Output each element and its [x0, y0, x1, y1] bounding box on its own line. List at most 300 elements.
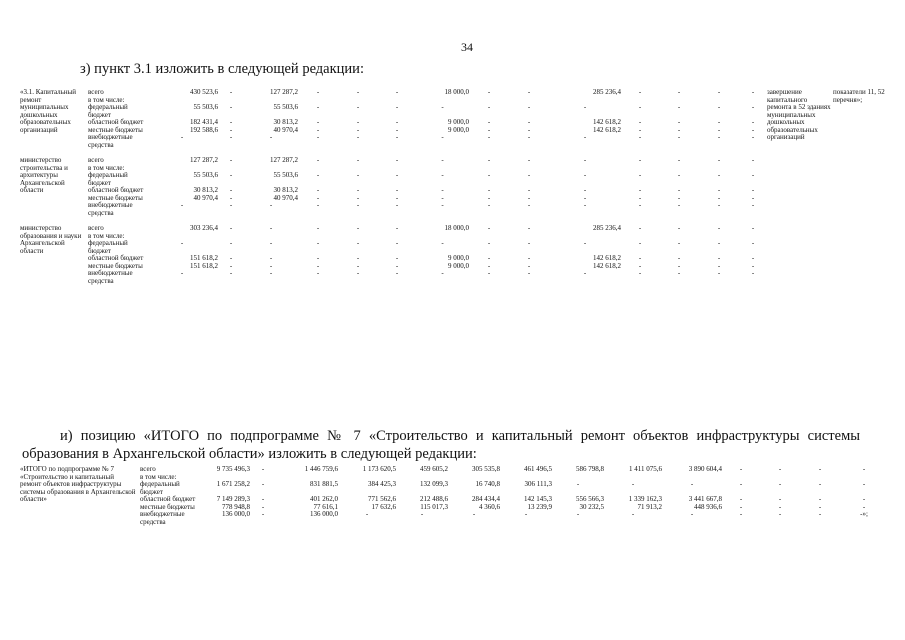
table-cell: 459 605,2 — [420, 465, 448, 473]
table-cell: 127 287,2 — [190, 156, 218, 164]
table-cell: 136 000,0 — [222, 510, 250, 518]
table-cell: - — [527, 239, 531, 247]
table-cell: - — [527, 224, 531, 232]
table-cell: - — [441, 103, 444, 111]
table-cell: - — [583, 201, 587, 209]
table-cell: - — [395, 269, 399, 277]
table-cell: - — [395, 201, 399, 209]
table-cell: - — [356, 133, 360, 141]
table-cell: - — [751, 156, 755, 164]
table-cell: - — [583, 186, 587, 194]
table-cell: 142 618,2 — [593, 118, 621, 126]
table-cell: - — [316, 261, 320, 270]
funding-source-label: федеральный бюджет — [140, 480, 180, 496]
table-cell: -»; — [860, 510, 868, 518]
table-cell: - — [472, 510, 476, 518]
table-cell: 13 239,9 — [527, 502, 552, 511]
table-cell: - — [739, 465, 743, 473]
table-cell: - — [316, 133, 320, 141]
table-cell: - — [739, 480, 743, 488]
table-row — [20, 104, 888, 119]
table-cell: 182 431,4 — [190, 118, 218, 126]
table-cell: 136 000,0 — [310, 510, 338, 518]
table-cell: - — [524, 510, 528, 518]
table-cell: - — [487, 171, 491, 179]
heading-item-z: з) пункт 3.1 изложить в следующей редакции: — [80, 61, 364, 77]
table-cell: - — [677, 156, 681, 164]
table-cell: - — [356, 224, 360, 232]
table-row — [20, 157, 888, 165]
table-cell: - — [487, 186, 491, 194]
table-cell: - — [751, 261, 755, 270]
table-cell: - — [638, 269, 642, 277]
table-cell: 285 236,4 — [593, 224, 621, 232]
table-cell: - — [638, 171, 642, 179]
table-cell: - — [356, 239, 360, 247]
table-cell: - — [778, 480, 782, 488]
table-cell: - — [677, 239, 681, 247]
table-cell: - — [717, 103, 721, 111]
indicators-reference: показатели 11, 52 перечня»; — [833, 88, 885, 104]
funding-source-label: федеральный бюджет — [88, 171, 128, 187]
table-cell: - — [487, 201, 491, 209]
table-cell: - — [229, 103, 233, 111]
table-subprogram-item-3-1 — [20, 89, 888, 285]
table-row — [20, 187, 888, 195]
table-cell: - — [229, 133, 233, 141]
table-cell: - — [365, 510, 369, 518]
table-cell: - — [717, 88, 721, 96]
row-description: «3.1. Капитальный ремонт муниципальных дошкольных образовательных организаций — [20, 88, 77, 134]
table-cell: - — [356, 103, 360, 111]
table-cell: - — [229, 201, 233, 209]
table-cell: - — [395, 133, 399, 141]
funding-source-label: местные бюджеты — [88, 125, 143, 134]
table-cell: - — [677, 186, 681, 194]
table-cell: - — [862, 495, 866, 503]
funding-source-label: федеральный бюджет — [88, 239, 128, 255]
table-cell: - — [261, 502, 265, 511]
table-cell: 55 503,6 — [273, 103, 298, 111]
table-cell: 7 149 289,3 — [216, 495, 250, 503]
table-cell: 142 145,3 — [524, 495, 552, 503]
table-cell: - — [487, 224, 491, 232]
table-cell: - — [717, 254, 721, 262]
table-cell: - — [751, 133, 755, 141]
table-cell: - — [487, 88, 491, 96]
table-cell: 77 616,1 — [313, 502, 338, 511]
table-cell: - — [316, 103, 320, 111]
table-cell: - — [638, 186, 642, 194]
table-cell: - — [751, 186, 755, 194]
table-cell: 55 503,6 — [193, 103, 218, 111]
funding-source-label: областной бюджет — [88, 186, 144, 194]
table-cell: 284 434,4 — [472, 495, 500, 503]
funding-source-label: областной бюджет — [140, 495, 196, 503]
table-cell: 9 735 496,3 — [216, 465, 250, 473]
table-cell: - — [229, 125, 233, 134]
table-cell: - — [751, 193, 755, 202]
table-cell: - — [778, 502, 782, 511]
table-cell: 151 618,2 — [190, 261, 218, 270]
table-cell: - — [441, 239, 444, 247]
row-description: «ИТОГО по подпрограмме № 7 «Строительство и капитальный ремонт объектов инфраструктуры системы образования в Архангельской области» — [20, 465, 136, 503]
table-cell: - — [717, 133, 721, 141]
table-cell: - — [441, 193, 444, 202]
table-cell: 55 503,6 — [193, 171, 218, 179]
table-cell: - — [677, 269, 681, 277]
table-cell: - — [316, 125, 320, 134]
table-cell: - — [751, 103, 755, 111]
table-row — [20, 240, 888, 255]
table-cell: 401 262,0 — [310, 495, 338, 503]
table-cell: - — [527, 171, 531, 179]
table-cell: 1 446 759,6 — [304, 465, 338, 473]
table-cell: - — [229, 261, 233, 270]
table-cell: 303 236,4 — [190, 224, 218, 232]
table-cell: - — [751, 224, 755, 232]
table-cell: - — [269, 201, 273, 209]
table-cell: 384 425,3 — [368, 480, 396, 488]
table-cell: 1 671 258,2 — [216, 480, 250, 488]
table-cell: - — [441, 156, 444, 164]
table-cell: 142 618,2 — [593, 254, 621, 262]
table-cell: - — [717, 261, 721, 270]
table-cell: - — [356, 171, 360, 179]
table-cell: - — [269, 133, 273, 141]
heading-item-i-line1: и) позицию «ИТОГО по подпрограмме № 7 «Строительство и капитальный ремонт объектов инфраструктуры системы — [60, 428, 860, 444]
table-row — [20, 270, 888, 285]
table-cell: 1 411 075,6 — [629, 465, 662, 473]
funding-source-label: в том числе: — [88, 95, 125, 104]
table-cell: - — [717, 118, 721, 126]
table-cell: - — [638, 125, 642, 134]
table-cell: - — [527, 125, 531, 134]
table-cell: 771 562,6 — [368, 495, 396, 503]
table-cell: - — [269, 261, 273, 270]
funding-source-label: внебюджетные средства — [140, 510, 185, 526]
table-cell: 831 881,5 — [310, 480, 338, 488]
table-cell: - — [638, 88, 642, 96]
table-cell: - — [527, 269, 531, 277]
table-cell: - — [229, 118, 233, 126]
table-cell: - — [420, 510, 424, 518]
table-cell: - — [261, 510, 265, 518]
funding-source-label: в том числе: — [140, 472, 177, 481]
table-cell: - — [316, 193, 320, 202]
table-cell: - — [487, 261, 491, 270]
table-cell: - — [862, 480, 866, 488]
table-cell: - — [631, 510, 635, 518]
funding-source-label: всего — [88, 156, 104, 164]
table-cell: - — [677, 133, 681, 141]
funding-source-label: местные бюджеты — [88, 261, 143, 270]
table-cell: - — [638, 118, 642, 126]
table-cell: - — [527, 254, 531, 262]
table-cell: - — [316, 156, 320, 164]
table-cell: 305 535,8 — [472, 465, 500, 473]
table-cell: - — [441, 201, 444, 209]
table-cell: 30 232,5 — [579, 502, 604, 511]
table-cell: - — [316, 186, 320, 194]
table-cell: - — [356, 269, 360, 277]
table-cell: - — [677, 171, 681, 179]
table-cell: 30 813,2 — [193, 186, 218, 194]
table-cell: - — [316, 254, 320, 262]
table-cell: - — [316, 171, 320, 179]
table-cell: 212 488,6 — [420, 495, 448, 503]
table-cell: - — [527, 193, 531, 202]
table-cell: 4 360,6 — [479, 502, 500, 511]
table-cell: - — [527, 133, 531, 141]
row-description: министерство образования и науки Архангельской области — [20, 224, 82, 255]
table-cell: 9 000,0 — [448, 261, 469, 270]
table-cell: 127 287,2 — [270, 88, 298, 96]
table-cell: - — [487, 269, 491, 277]
table-cell: - — [316, 201, 320, 209]
table-cell: - — [180, 133, 184, 141]
table-cell: - — [677, 125, 681, 134]
table-cell: - — [677, 261, 681, 270]
table-cell: - — [180, 269, 184, 277]
table-cell: - — [751, 118, 755, 126]
table-cell: - — [677, 254, 681, 262]
table-cell: - — [638, 224, 642, 232]
table-cell: - — [316, 118, 320, 126]
table-row — [20, 134, 888, 149]
table-cell: - — [229, 156, 233, 164]
table-cell: - — [527, 201, 531, 209]
table-cell: - — [316, 269, 320, 277]
table-cell: - — [751, 88, 755, 96]
table-cell: - — [229, 186, 233, 194]
table-cell: 40 970,4 — [193, 193, 218, 202]
table-cell: - — [229, 88, 233, 96]
table-row — [20, 263, 888, 271]
table-cell: - — [269, 254, 273, 262]
table-cell: - — [229, 224, 233, 232]
table-cell: 142 618,2 — [593, 261, 621, 270]
table-cell: - — [395, 103, 399, 111]
funding-source-label: внебюджетные средства — [88, 201, 133, 217]
table-cell: 3 441 667,8 — [688, 495, 722, 503]
table-cell: 285 236,4 — [593, 88, 621, 96]
table-cell: - — [229, 193, 233, 202]
table-cell: - — [677, 118, 681, 126]
table-cell: - — [229, 254, 233, 262]
table-cell: - — [717, 239, 721, 247]
table-cell: - — [395, 156, 399, 164]
table-cell: 151 618,2 — [190, 254, 218, 262]
table-cell: - — [638, 261, 642, 270]
table-cell: - — [690, 480, 694, 488]
table-cell: - — [395, 125, 399, 134]
table-cell: - — [751, 125, 755, 134]
funding-source-label: местные бюджеты — [88, 193, 143, 202]
table-cell: - — [717, 201, 721, 209]
table-cell: - — [487, 118, 491, 126]
table-cell: - — [441, 171, 444, 179]
table-cell: - — [487, 125, 491, 134]
table-cell: - — [717, 186, 721, 194]
table-cell: - — [739, 510, 743, 518]
table-cell: - — [751, 171, 755, 179]
table-cell: - — [778, 495, 782, 503]
table-cell: - — [778, 465, 782, 473]
table-cell: - — [395, 261, 399, 270]
funding-source-label: федеральный бюджет — [88, 103, 128, 119]
table-cell: - — [638, 103, 642, 111]
table-cell: - — [751, 269, 755, 277]
table-cell: 18 000,0 — [444, 88, 469, 96]
table-row — [20, 511, 888, 526]
table-cell: - — [180, 201, 184, 209]
table-cell: 192 588,6 — [190, 125, 218, 134]
table-cell: 306 111,3 — [524, 480, 552, 488]
table-cell: - — [583, 156, 587, 164]
table-cell: - — [717, 171, 721, 179]
table-cell: - — [631, 480, 635, 488]
table-cell: 9 000,0 — [448, 118, 469, 126]
table-cell: - — [778, 510, 782, 518]
table-cell: - — [717, 224, 721, 232]
table-cell: 1 173 620,5 — [362, 465, 396, 473]
table-cell: - — [751, 201, 755, 209]
table-cell: 778 948,8 — [222, 502, 250, 511]
table-cell: - — [717, 156, 721, 164]
table-cell: - — [395, 171, 399, 179]
empty-cell — [767, 225, 888, 285]
heading-item-i-line2: образования в Архангельской области» изложить в следующей редакции: — [22, 446, 477, 462]
table-cell: 3 890 604,4 — [688, 465, 722, 473]
table-row — [20, 89, 888, 97]
table-cell: - — [356, 186, 360, 194]
table-cell: - — [269, 269, 273, 277]
table-cell: - — [638, 156, 642, 164]
table-cell: - — [862, 502, 866, 511]
table-cell: - — [717, 269, 721, 277]
table-row — [20, 97, 888, 105]
table-cell: - — [395, 118, 399, 126]
table-cell: - — [583, 239, 587, 247]
funding-source-label: всего — [88, 224, 104, 232]
table-cell: - — [527, 118, 531, 126]
table-cell: - — [818, 465, 822, 473]
table-cell: - — [441, 186, 444, 194]
table-cell: 461 496,5 — [524, 465, 552, 473]
funding-source-label: местные бюджеты — [140, 502, 195, 511]
table-cell: - — [677, 224, 681, 232]
table-cell: - — [677, 88, 681, 96]
row-description: министерство строительства и архитектуры Архангельской области — [20, 156, 68, 194]
funding-source-label: в том числе: — [88, 231, 125, 240]
table-cell: - — [527, 261, 531, 270]
table-row — [20, 481, 888, 496]
table-cell: - — [818, 495, 822, 503]
table-cell: - — [739, 495, 743, 503]
table-row — [20, 202, 888, 217]
table-cell: - — [261, 465, 265, 473]
table-cell: - — [818, 480, 822, 488]
table-cell: 142 618,2 — [593, 125, 621, 134]
table-cell: 127 287,2 — [270, 156, 298, 164]
table-cell: - — [395, 254, 399, 262]
table-cell: - — [395, 186, 399, 194]
table-cell: - — [527, 156, 531, 164]
funding-source-label: внебюджетные средства — [88, 269, 133, 285]
table-cell: - — [576, 510, 580, 518]
table-cell: - — [487, 239, 491, 247]
page-number: 34 — [461, 40, 473, 54]
table-cell: - — [677, 193, 681, 202]
table-cell: 40 970,4 — [273, 125, 298, 134]
table-cell: - — [583, 103, 587, 111]
table-cell: - — [441, 133, 444, 141]
table-cell: - — [583, 193, 587, 202]
table-row — [20, 225, 888, 233]
table-cell: - — [751, 239, 755, 247]
table-cell: - — [751, 254, 755, 262]
table-cell: - — [395, 193, 399, 202]
funding-source-label: в том числе: — [88, 163, 125, 172]
funding-source-label: областной бюджет — [88, 254, 144, 262]
table-cell: - — [638, 133, 642, 141]
table-cell: - — [356, 193, 360, 202]
table-cell: - — [677, 103, 681, 111]
table-cell: - — [818, 510, 822, 518]
table-cell: - — [527, 88, 531, 96]
table-cell: 430 523,6 — [190, 88, 218, 96]
table-cell: - — [818, 502, 822, 511]
table-cell: 40 970,4 — [273, 193, 298, 202]
table-cell: - — [356, 88, 360, 96]
table-cell: - — [638, 254, 642, 262]
table-cell: - — [229, 239, 233, 247]
table-cell: - — [316, 88, 320, 96]
table-cell: - — [441, 269, 444, 277]
table-cell: 448 936,6 — [694, 502, 722, 511]
table-cell: - — [527, 103, 531, 111]
row-gap — [20, 149, 888, 157]
table-cell: 30 813,2 — [273, 118, 298, 126]
funding-source-label: всего — [88, 88, 104, 96]
table-cell: - — [395, 88, 399, 96]
table-row — [20, 127, 888, 135]
table-subprogram-7-total — [20, 466, 888, 526]
funding-source-label: внебюджетные средства — [88, 133, 133, 149]
table-cell: 9 000,0 — [448, 254, 469, 262]
expected-result: завершение капитального ремонта в 52 зданиях муниципальных дошкольных образовательных организаций — [767, 88, 831, 141]
table-cell: - — [527, 186, 531, 194]
table-cell: - — [638, 201, 642, 209]
table-cell: - — [487, 103, 491, 111]
table-row — [20, 195, 888, 203]
table-cell: - — [356, 118, 360, 126]
table-cell: 132 099,3 — [420, 480, 448, 488]
table-cell: - — [638, 239, 642, 247]
table-cell: 1 339 162,3 — [628, 495, 662, 503]
table-cell: - — [576, 480, 580, 488]
table-row — [20, 172, 888, 187]
table-cell: - — [356, 254, 360, 262]
table-cell: - — [229, 269, 233, 277]
table-cell: - — [638, 193, 642, 202]
table-cell: 115 017,3 — [420, 502, 448, 511]
table-cell: - — [717, 193, 721, 202]
table-cell: - — [739, 502, 743, 511]
table-cell: - — [316, 239, 320, 247]
table-cell: 17 632,6 — [371, 502, 396, 511]
